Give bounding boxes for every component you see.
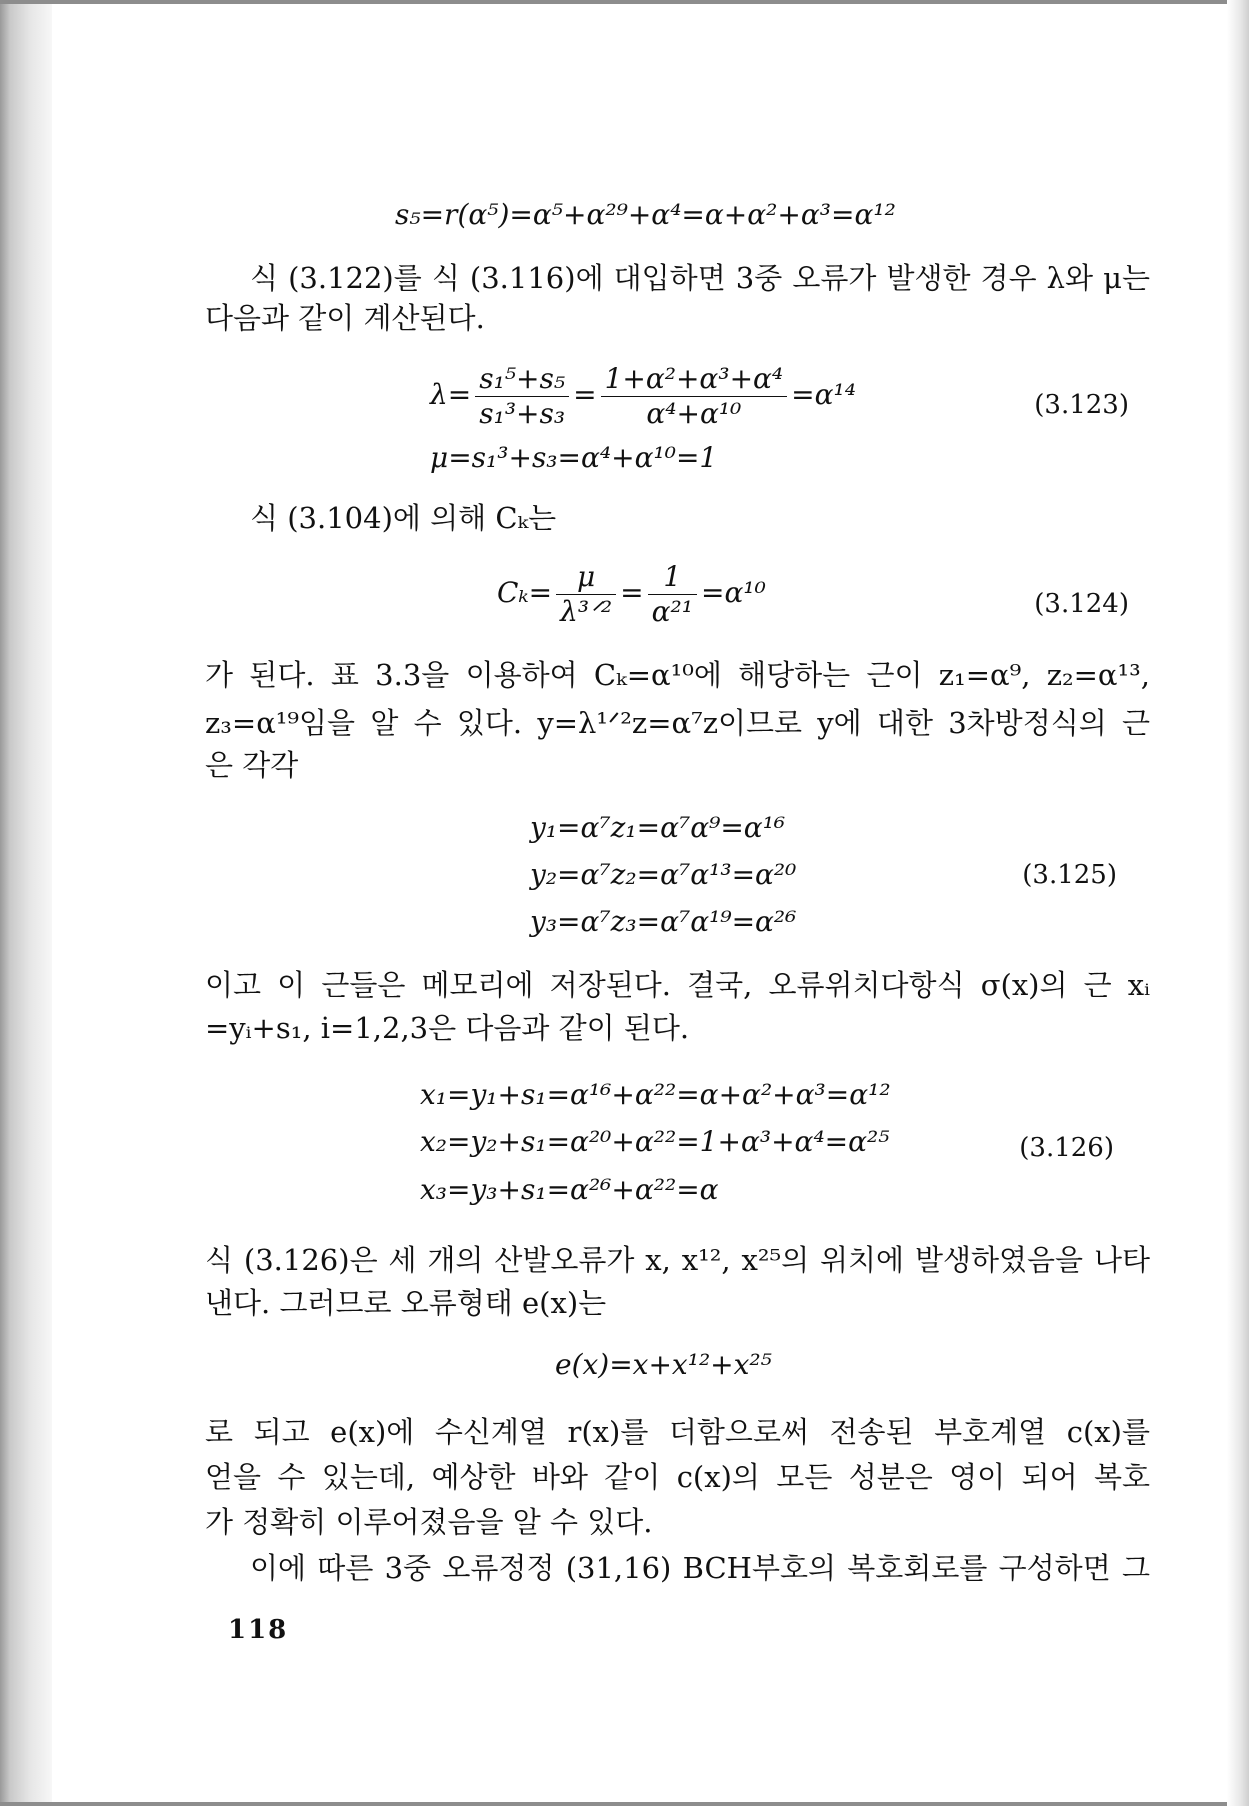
equation-number: (3.123) <box>1034 390 1129 420</box>
lambda-fraction-1 <box>475 362 569 431</box>
equation-mu: μ=s₁³+s₃=α⁴+α¹⁰=1 <box>430 441 718 474</box>
lambda-rhs: =α¹⁴ <box>791 378 856 411</box>
lambda-denominator-2: α⁴+α¹⁰ <box>646 397 742 430</box>
ck-fraction-2 <box>648 560 697 629</box>
ck-numerator-1: μ <box>556 560 616 595</box>
equation-y1: y₁=α⁷z₁=α⁷α⁹=α¹⁶ <box>530 811 786 844</box>
page-top-edge <box>0 0 1249 4</box>
equation-x3: x₃=y₃+s₁=α²⁶+α²²=α <box>420 1173 719 1206</box>
page-number: 118 <box>228 1615 289 1645</box>
paragraph-line: 식 (3.126)은 세 개의 산발오류가 x, x¹², x²⁵의 위치에 발생하였음을 나타 <box>205 1243 1150 1277</box>
paragraph-line: 식 (3.122)를 식 (3.116)에 대입하면 3중 오류가 발생한 경우 λ와 μ는 <box>250 261 1150 295</box>
paragraph-line: 가 정확히 이루어졌음을 알 수 있다. <box>205 1505 653 1539</box>
equation-x1: x₁=y₁+s₁=α¹⁶+α²²=α+α²+α³=α¹² <box>420 1078 891 1111</box>
paragraph-line: 낸다. 그러므로 오류형태 e(x)는 <box>205 1286 607 1320</box>
equation-number: (3.124) <box>1034 589 1129 619</box>
paragraph-line: 은 각각 <box>205 748 299 782</box>
paragraph-line: =yᵢ+s₁, i=1,2,3은 다음과 같이 된다. <box>205 1011 690 1045</box>
ck-lhs: Cₖ= <box>497 576 553 609</box>
equation-error-pattern: e(x)=x+x¹²+x²⁵ <box>555 1348 772 1381</box>
lambda-lhs: λ= <box>430 378 472 411</box>
paragraph-line: z₃=α¹⁹임을 알 수 있다. y=λ¹ᐟ²z=α⁷z이므로 y에 대한 3차방정식의 근 <box>205 706 1150 740</box>
ck-denominator-1: λ³ᐟ² <box>560 595 613 628</box>
paragraph-line: 이고 이 근들은 메모리에 저장된다. 결국, 오류위치다항식 σ(x)의 근 xᵢ <box>205 968 1150 1002</box>
lambda-mid: = <box>573 378 597 411</box>
ck-mid: = <box>620 576 644 609</box>
ck-rhs: =α¹⁰ <box>701 576 766 609</box>
equation-x2: x₂=y₂+s₁=α²⁰+α²²=1+α³+α⁴=α²⁵ <box>420 1125 890 1158</box>
lambda-denominator-1: s₁³+s₃ <box>479 397 566 430</box>
lambda-fraction-2 <box>601 362 788 431</box>
paragraph-line: 로 되고 e(x)에 수신계열 r(x)를 더함으로써 전송된 부호계열 c(x)를 <box>205 1415 1150 1449</box>
page-left-edge <box>0 0 52 1806</box>
equation-y2: y₂=α⁷z₂=α⁷α¹³=α²⁰ <box>530 858 797 891</box>
page-bottom-edge <box>0 1802 1249 1806</box>
lambda-numerator-1: s₁⁵+s₅ <box>475 362 569 397</box>
ck-denominator-2: α²¹ <box>651 595 693 628</box>
ck-fraction-1 <box>556 560 616 629</box>
equation-y3: y₃=α⁷z₃=α⁷α¹⁹=α²⁶ <box>530 905 797 938</box>
paragraph-line: 가 된다. 표 3.3을 이용하여 Cₖ=α¹⁰에 해당하는 근이 z₁=α⁹, z₂=α¹³, <box>205 658 1150 692</box>
equation-ck <box>497 560 766 629</box>
page-right-edge <box>1227 0 1249 1806</box>
equation-number: (3.125) <box>1022 860 1117 890</box>
paragraph-line: 얻을 수 있는데, 예상한 바와 같이 c(x)의 모든 성분은 영이 되어 복호 <box>205 1460 1150 1494</box>
paragraph-line: 다음과 같이 계산된다. <box>205 301 485 335</box>
paragraph-line: 이에 따른 3중 오류정정 (31,16) BCH부호의 복호회로를 구성하면 그 <box>250 1551 1150 1585</box>
paragraph-line: 식 (3.104)에 의해 Cₖ는 <box>250 501 557 535</box>
equation-s5: s₅=r(α⁵)=α⁵+α²⁹+α⁴=α+α²+α³=α¹² <box>395 198 896 231</box>
lambda-numerator-2: 1+α²+α³+α⁴ <box>601 362 788 397</box>
ck-numerator-2: 1 <box>648 560 697 595</box>
equation-number: (3.126) <box>1019 1133 1114 1163</box>
equation-lambda <box>430 362 856 431</box>
